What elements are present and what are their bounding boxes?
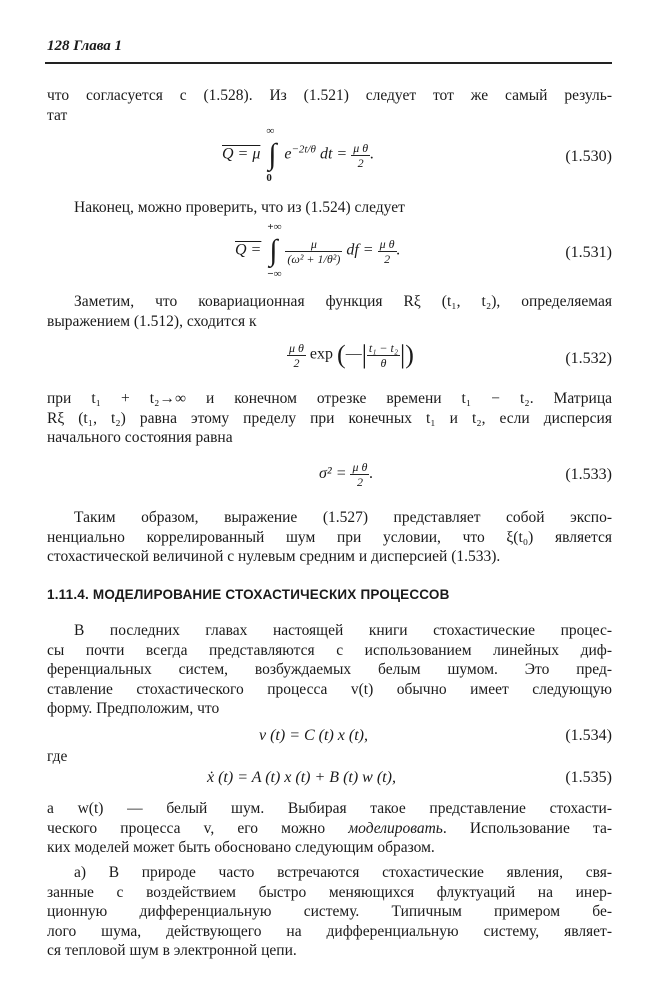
equation-number: (1.530) [565,148,612,165]
emphasis: моделировать [348,819,443,837]
equation-1-530: Q = μ ∫ ∞ 0 $e^{-2t/\theta}$ dt = $\frac{\text{μ θ}}{2}$ . (1.530) [222,125,612,184]
text-line: ких моделей может быть обосновано следующим образом. [47,839,435,857]
eq-body: v (t) = C (t) x (t), [259,727,368,744]
chapter-title: Глава 1 [73,38,123,54]
paragraph-1 [47,86,612,125]
paragraph-8 [47,863,612,961]
text-line: Заметим, что ковариационная функция Rξ (t₁, t₂), определяемая [74,293,612,310]
text-line: стохастической величиной с нулевым средним и дисперсией (1.533). [47,548,501,566]
section-heading: 1.11.4. МОДЕЛИРОВАНИЕ СТОХАСТИЧЕСКИХ ПРОЦЕССОВ [47,587,450,602]
text-line: ненциально коррелированный шум при условии, что ξ(t₀) является [47,528,612,546]
paragraph-4 [47,389,612,448]
text-line: при t₁ + t₂→∞ и конечном отрезке времени t₁ − t₂. Матрица [47,390,612,407]
fraction: $\frac{\text{t₁ − t₂}}{\theta}$ [368,340,399,370]
fraction: $\frac{\text{μ θ}}{2}$ [353,140,369,170]
eq-body: ẋ (t) = A (t) x (t) + B (t) w (t), [207,769,396,786]
equation-1-532: $\frac{\text{μ θ}}{2}$ exp (—| $\frac{\text{t₁ − t₂}}{\theta}$ |) (1.532) [289,340,612,370]
text-line: занные с воздействием быстро меняющихся флуктуаций на инер- [47,883,612,901]
integrand: e [284,145,292,163]
eq-lhs: Q = [235,241,262,259]
text-line: Rξ (t₁, t₂) равна этому пределу при конечных t₁ и t₂, если дисперсия [47,409,612,427]
text-line: ся тепловой шум в электронной цепи. [47,942,297,960]
equation-number: (1.534) [565,727,612,744]
equation-number: (1.533) [565,466,612,483]
text-line: ференциальных систем, возбуждаемых белым шумом. Это пред- [47,661,612,679]
fraction: $\frac{\text{μ θ}}{2}$ [289,340,304,370]
eq-lhs: Q = μ [222,145,261,163]
eq-lhs: σ² = [319,465,347,483]
paragraph-7 [47,799,612,858]
fraction: $\frac{\mu}{\text{(ω² + 1/θ²)}}$ [287,236,341,266]
paragraph-2 [47,198,612,218]
integral-sign: ∫ ∞ 0 [266,125,277,184]
text-line: выражением (1.512), сходится к [47,312,257,330]
text-line: тат [47,106,68,124]
text-line: сы почти всегда представляются с использованием линейных диф- [47,641,612,659]
equation-1-534 [47,727,612,749]
text-line: начального состояния равна [47,429,233,447]
integral-sign: ∫ +∞ −∞ [267,221,282,280]
text-line: форму. Предположим, что [47,700,220,718]
paragraph-6 [47,621,612,719]
equation-1-531: Q = ∫ +∞ −∞ $\frac{\mu}{\text{(ω² + 1/θ²)}}$ df = $\frac{\text{μ θ}}{2}$ . (1.531) [235,221,612,280]
text-line: ционную дифференциальную систему. Типичным примером бе- [47,903,612,921]
text-line: Наконец, можно проверить, что из (1.524) следует [74,199,405,216]
equation-number: (1.531) [565,244,612,261]
paragraph-5 [47,508,612,567]
running-head [47,38,612,55]
fraction: $\frac{\text{μ θ}}{2}$ [352,460,368,489]
equation-number: (1.532) [565,350,612,367]
text-line: В последних главах настоящей книги стохастические процес- [74,622,612,639]
text-line: Таким образом, выражение (1.527) представляет собой экспо- [74,509,612,526]
differential: df = [346,241,374,259]
page-number: 128 [47,38,70,54]
header-rule [45,62,612,64]
where-word: где [47,748,68,765]
exp-function: exp [309,345,334,363]
text-line: а) В природе часто встречаются стохастические явления, свя- [74,864,612,881]
paragraph-3 [47,292,612,331]
fraction: $\frac{\text{μ θ}}{2}$ [379,236,395,266]
text-line: а w(t) — белый шум. Выбирая такое представление стохасти- [47,800,612,817]
text-line: ческого процесса v, его можно моделировать. Использование та- [47,819,612,837]
equation-1-533: σ² = $\frac{\text{μ θ}}{2}$ . (1.533) [319,460,612,489]
text-line: что согласуется с (1.528). Из (1.521) следует тот же самый резуль- [47,87,612,104]
text-line: ставление стохастического процесса v(t) обычно имеет следующую [47,680,612,698]
exponent: −2t/θ [291,143,316,156]
text-line: лого шума, действующего на дифференциальную систему, являет- [47,922,612,940]
equation-1-535 [47,769,612,791]
equation-number: (1.535) [565,769,612,786]
differential: dt = [319,145,348,163]
